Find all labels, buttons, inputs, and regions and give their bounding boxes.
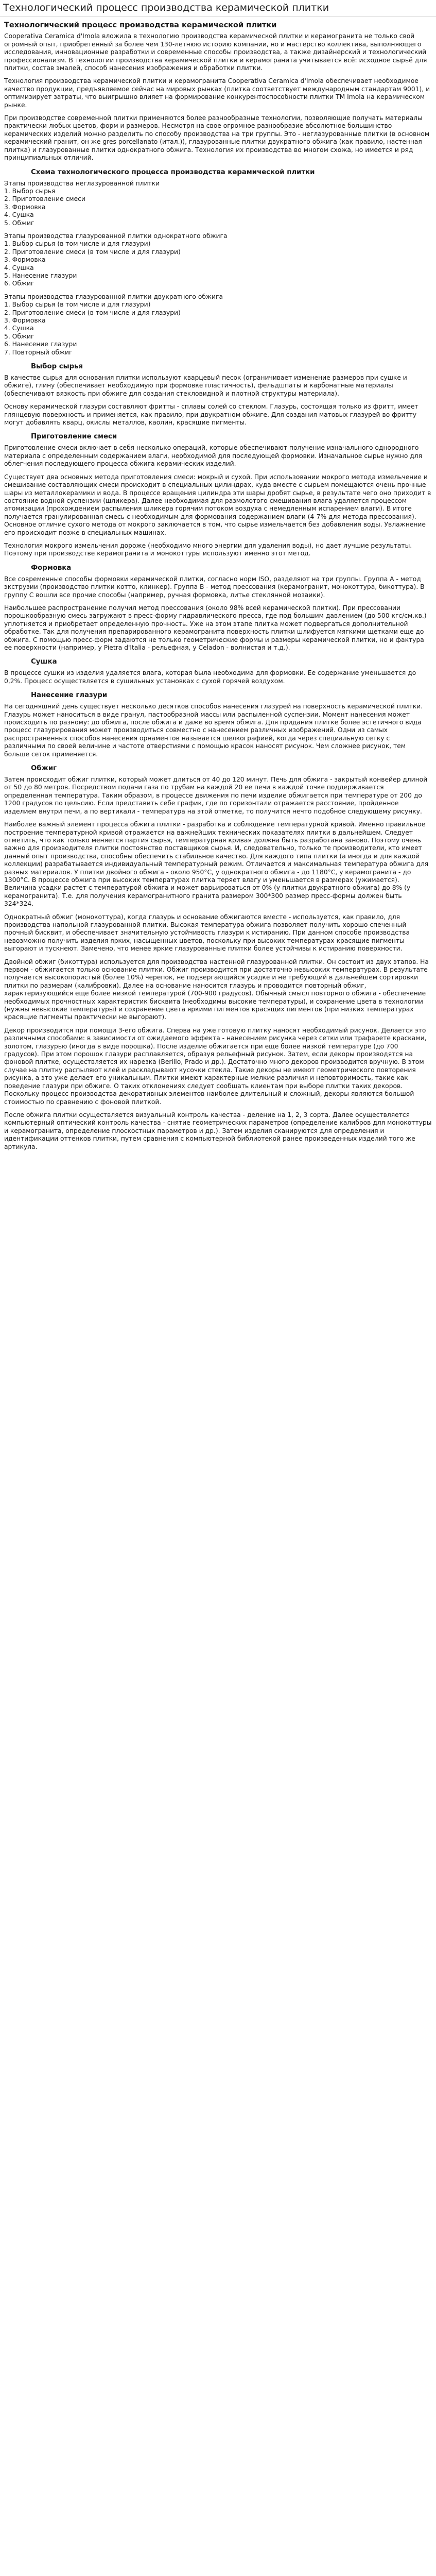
section-heading: Формовка [31,564,72,572]
stage-list-item: 4. Сушка [4,264,34,272]
section-heading: Схема технологического процесса производства керамической плитки [31,168,315,176]
paragraph: Декор производится при помощи 3-его обжига. Сперва на уже готовую плитку наносят необходимый рисунок. Делается это различными способами: в зависимости от ожидаемого эффекта - нанесением рисунка через сетки или трафарете красками, золотом, глазурью (иногда в виде порошка). После изделие обжигается при еще более низкой температуре (до 700 градусов). При этом порошок глазури расплавляется, образуя рельефный рисунок. Затем, если декоры производятся на фоновой плитке, осуществляется их нарезка (Berillo, Prado и др.). Достаточно много декоров производится вручную. В этом случае на плитку распыляют клей и раскладывают кусочки стекла. Такие декоры не имеют геометрического повторения рисунка, а это уже делает его уникальным. Плитки имеют характерные мелкие различия и неповторимость, такие как поведение глазури при обжиге. О таких отклонениях следует сообщать клиентам при выборе плитки таких декоров. Поскольку процесс производства декоративных элементов наиболее длительный и сложный, декоры являются большой стоимостью по сравнению с фоновой плиткой. [4,1026,427,1106]
stage-list-item: 4. Сушка [4,211,34,219]
section-heading: Выбор сырья [31,363,83,371]
paragraph: В качестве сырья для основания плитки используют кварцевый песок (ограничивает изменение размеров при сушке и обжиге), глину (обеспечивает необходимую при формовке пластичность), фельдшпаты и карбонатные материалы (обеспечивают вязкость при обжиге для создания стекловидной и плотной структуры материала). [4,374,407,397]
stage-list-title: Этапы производства глазурованной плитки однократного обжига [4,232,228,240]
stage-list-item: 7. Повторный обжиг [4,348,73,356]
stage-list-item: 2. Приготовление смеси [4,195,85,203]
stage-list [4,180,432,227]
stage-list-title: Этапы производства неглазурованной плитки [4,179,160,187]
paragraph: При производстве современной плитки применяются более разнообразные технологии, позволяющие получать материалы практически любых цветов, форм и размеров. Несмотря на свое огромное разнообразие абсолютное большинство керамических изделий можно разделить по способу производства на три группы. Это - неглазурованные плитки (в основном керамический гранит, он же gres porcellanato (итал.)), глазурованные плитки двукратного обжига (как правило, настенная плитка) и глазурованные плитки однократного обжига. Технология их производства во многом схожа, но имеется и ряд принципиальных отличий. [4,114,430,162]
stage-list-item: 3. Формовка [4,317,46,324]
section-heading: Приготовление смеси [31,433,117,441]
paragraph: Технология производства керамической плитки и керамогранита Cooperativa Ceramica d'Imola обеспечивает необходимое качество продукции, предъявляемое сейчас на мировых рынках (плитка соответствует международным стандартам 9001), и оптимизирует затраты, что выигрышно влияет на формирование конкурентоспособности плитки ТМ Imola на керамическом рынке. [4,77,430,109]
paragraph: На сегодняшний день существует несколько десятков способов нанесения глазурей на поверхность керамической плитки. Глазурь может наноситься в виде гранул, пастообразной массы или распыленной суспензии. Момент нанесения может происходить по разному: до обжига, после обжига и даже во время обжига. Для придания плитке более эстетичного вида процесс глазурирования может производиться совместно с нанесением различных изображений. Одни из самых распространенных способов нанесения орнаментов называется шелкографией, когда через специальную сетку с различными по своей величине и частоте отверстиями с помощью красок наносят рисунок. Чем сложнее рисунок, тем больше сеток применяется. [4,703,423,758]
section-heading: Нанесение глазури [31,691,108,700]
stage-list-title: Этапы производства глазурованной плитки двукратного обжига [4,293,223,300]
stage-list-item: 2. Приготовление смеси (в том числе и для глазури) [4,248,181,256]
article-body [0,16,436,1151]
section-heading: Сушка [31,658,57,666]
stage-list [4,232,432,288]
stage-list-item: 4. Сушка [4,325,34,332]
stage-list-item: 1. Выбор сырья (в том числе и для глазури) [4,240,151,248]
paragraph: После обжига плитки осуществляется визуальный контроль качества - деление на 1, 2, 3 сорта. Далее осуществляется компьютерный оптический контроль качества - снятие геометрических параметров (определение калибров для монокоттуры и керамогранита, определение плоскостных параметров и др.). Затем изделия сканируются для определения и идентификации оттенков плитки, путем сравнения с компьютерной библиотекой ранее произведенных изделий того же артикула. [4,1111,432,1150]
paragraph: Cooperativa Ceramica d'Imola вложила в технологию производства керамической плитки и керамогранита не только свой огромный опыт, приобретенный за более чем 130-летнюю историю компании, но и мастерство коллектива, выполняющего исследования, инновационные разработки и современные способы производства, а также дизайнерский и технологический профессионализм. В технологии производства керамической плитки и керамогранита учитывается всё: исходное сырьё для плитки, состав эмалей, способ нанесения изображения и обработки плитки. [4,32,427,72]
stage-list-item: 5. Нанесение глазури [4,272,77,279]
stage-list-item: 5. Обжиг [4,332,34,340]
stage-list-item: 1. Выбор сырья (в том числе и для глазури) [4,301,151,309]
paragraph: Основу керамической глазури составляют фритты - сплавы солей со стеклом. Глазурь, состоящая только из фритт, имеет глянцевую поверхность и применяется, как правило, при двукратном обжиге. Для создания матовых глазурей во фритту могут добавлять кварц, окислы металлов, каолин, красящие пигменты. [4,403,418,427]
section-heading: Обжиг [31,765,57,773]
article-title: Технологический процесс производства керамической плитки [4,21,277,29]
paragraph: Приготовление смеси включает в себя несколько операций, которые обеспечивают получение изначального однородного материала с определенным содержанием влаги, необходимой для последующей формовки. Изначальное сырье нужно для облегчения последующего процесса обжига керамических изделий. [4,444,423,468]
paragraph: Технология мокрого измельчения дороже (необходимо много энергии для удаления воды), но дает лучшие результаты. Поэтому при производстве керамогранита и монокоттуры используют именно этот метод. [4,541,412,557]
stage-list [4,293,432,357]
stage-list-item: 3. Формовка [4,256,46,264]
paragraph: Двойной обжиг (бикоттура) используется для производства настенной глазурованной плитки. Он состоит из двух этапов. На первом - обжигается только основание плитки. Обжиг производится при достаточно невысоких температурах. В результате получается высокопористый (более 10%) черепок, не подвергающийся усадке и не требующий в дальнейшем сортировки плитки по размерам (калибровки). Далее на основание наносится глазурь и проводится повторный обжиг, характеризующийся еще более низкой температурой (700-900 градусов). Обычный смысл повторного обжига - обеспечение необходимых прочностных характеристик бисквита (необходимы высокие температуры), и сохранение цвета в технологии (нужны невысокие температуры) и сохранение цвета яркими пигментов красящих пигментов (при низких температурах красящие пигменты практически не выгорают). [4,958,429,1021]
stage-list-item: 6. Обжиг [4,280,34,287]
stage-list-items [4,188,432,227]
paragraph: В процессе сушки из изделия удаляется влага, которая была необходима для формовки. Ее содержание уменьшается до 0,2%. Процесс осуществляется в сушильных установках с сухой горячей воздухом. [4,669,416,685]
page-title: Технологический процесс производства керамической плитки [0,0,436,16]
stage-list-item: 1. Выбор сырья [4,187,56,195]
stage-list-items [4,240,432,287]
stage-list-item: 6. Нанесение глазури [4,341,77,348]
paragraph: Наибольшее распространение получил метод прессования (около 98% всей керамической плитки). При прессовании порошкообразную смесь загружают в пресс-форму гидравлического пресса, где под большим давлением (до 500 кгс/см.кв.) уплотняется и приобретает определенную прочность. Уже на этом этапе плитка может подвергаться дополнительной обработке. Так для получения препарированного керамогранита поверхность плитки шлифуется мягкими щетками еще до обжига. С помощью пресс-форм задаются не только геометрические формы и размеры керамической плитки, но и фактура ее поверхности (например, у Pietra d'Italia - рельефная, у Celadon - волнистая и т.д.). [4,604,427,651]
stage-list-items [4,301,432,357]
paragraph: Однократный обжиг (монокоттура), когда глазурь и основание обжигаются вместе - используется, как правило, для производства напольной глазурованной плитки. Высокая температура обжига позволяет получить хорошо спеченный прочный бисквит, и обеспечивает значительную устойчивость глазури к истиранию. При данном способе производства невозможно получить изделия ярких, насыщенных цветов, поскольку при высоких температурах красящие пигменты выгорают и тускнеют. Замечено, что менее яркие глазурованные плитки более устойчивы к истиранию поверхности. [4,913,410,953]
paragraph: Наиболее важный элемент процесса обжига плитки - разработка и соблюдение температурной кривой. Именно правильное построение температурной кривой отражается на важнейших технических показателях плитки в дальнейшем. Следует отметить, что как только меняется партия сырья, температурная кривая должна быть разработана заново. Поэтому очень важно для производителя плитки постоянство поставщиков сырья. И, следовательно, только те производители, кто имеет данный опыт производства, способны обеспечить стабильное качество. Для каждого типа плитки (а иногда и для каждой коллекции) разрабатывается индивидуальный температурный режим. Отличается и максимальная температура обжига для разных материалов. У плитки двойного обжига - около 950°C, у однократного обжига - до 1180°C, у керамогранита - до 1300°C. В процессе обжига при высоких температурах плитка теряет влагу и уменьшается в размерах (ужимается). Величина усадки растет с температурой обжига и может варьироваться от 0% (у плитки двукратного обжига) до 8% (у керамогранита). Т.е. для получения керамогранитного гранита размером 300*300 размер пресс-формы должен быть 324*324. [4,821,429,908]
paragraph: Все современные способы формовки керамической плитки, согласно норм ISO, разделяют на три группы. Группа A - метод экструзии (производство плитки котто, клинкер). Группа B - метод прессования (керамогранит, монокоттура, бикоттура). В группу C вошли все прочие способы (например, ручная формовка, литье стеклянной мозаики). [4,575,425,599]
stage-list-item: 2. Приготовление смеси (в том числе и для глазури) [4,309,181,316]
paragraph: Существует два основных метода приготовления смеси: мокрый и сухой. При использовании мокрого метода измельчение и смешивание составляющих смеси происходит в специальных цилиндрах, куда вместе с сырьем помещаются очень прочные шары из металлокерамики и вода. В процессе вращения цилиндра эти шары дробят сырье, в результате чего оно приходит в состояние водной суспензии (шликера). Далее необходимая для размолотого смешивания влага удаляется процессом атомизации (прохождением распыления шликера горячим потоком воздуха с немедленным испарением влаги). В итоге получается гранулированная смесь с необходимым для формования содержанием влаги (4-7% для метода прессования). Основное отличие сухого метода от мокрого заключается в том, что сырье измельчается без добавления воды. Увлажнение его происходит позже в специальных машинах. [4,473,431,536]
stage-list-item: 3. Формовка [4,203,46,211]
paragraph: Затем происходит обжиг плитки, который может длиться от 40 до 120 минут. Печь для обжига - закрытый конвейер длиной от 50 до 80 метров. Посредством подачи газа по трубам на каждой 20 ее печи в каждой точке поддерживается определенная температура. Таким образом, в процессе движения по печи изделие обжигается при температуре от 200 до 1200 градусов по цельсию. Если представить себе график, где по горизонтали отражается расстояние, пройденное изделием внутри печи, а по вертикали - температура на этой отметке, то получится нечто подобное следующему рисунку. [4,776,428,815]
stage-list-item: 5. Обжиг [4,219,34,227]
